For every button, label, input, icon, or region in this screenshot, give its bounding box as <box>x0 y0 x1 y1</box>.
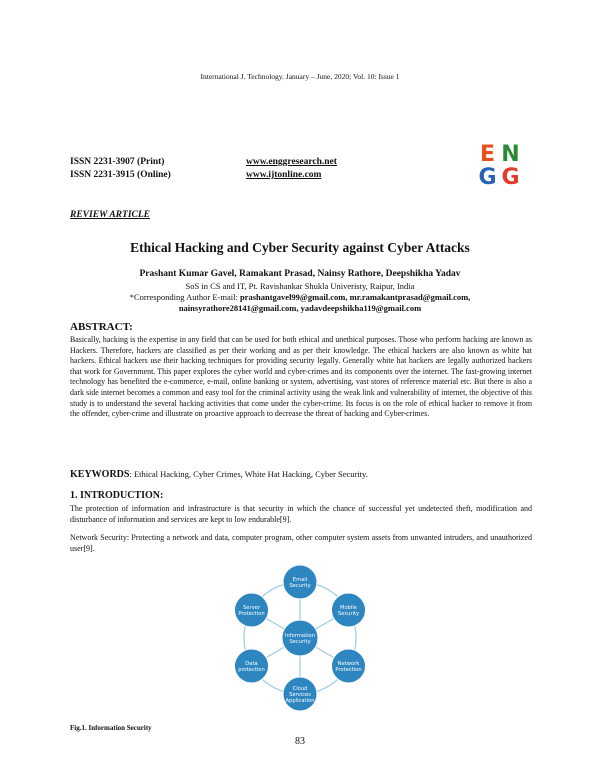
diagram-node <box>283 677 317 711</box>
page-number: 83 <box>295 736 305 747</box>
diagram-node-text-0: Mobile <box>339 604 358 611</box>
diagram-connector <box>266 619 284 630</box>
paper-title: Ethical Hacking and Cyber Security against Cyber Attacks <box>130 240 470 255</box>
diagram-node-text-1: protection <box>238 666 265 673</box>
diagram-node <box>331 649 365 683</box>
introduction-heading: 1. INTRODUCTION: <box>70 490 164 501</box>
corresponding-emails-continued: nainsyrathore28141@gmail.com, yadavdeepshikha119@gmail.com <box>178 303 422 313</box>
author-list: Prashant Kumar Gavel, Ramakant Prasad, Nainsy Rathore, Deepshikha Yadav <box>139 269 461 279</box>
network-security-paragraph: Network Security: Protecting a network and data, computer program, other computer system assets from unwanted intruders, and unauthorized user[9]. <box>70 533 532 553</box>
figure-caption: Fig.1. Information Security <box>70 724 152 732</box>
corresponding-author-line <box>0 292 600 302</box>
abstract-text: Basically, hacking is the expertise in any field that can be used for both ethical and unethical purposes. Those who perform hacking are known as Hackers. Therefore, hackers are classified as per their working and as per their knowledge. The ethical hackers are also known as white hat hackers. Ethical hackers use their hacking techniques for providing security legally. Generally white hat hackers are legally authorized hackers that work for Government. This paper explores the cyber world and cyber-crimes and its components over the internet. The fast-growing internet technology has benefited the e-commerce, e-mail, online banking or system, advertising, vast stores of reference material etc. But there is also a dark side internet becomes a common and easy tool for the criminal activity using the weak link and vulnerability of internet, the objective of this study is to understand the several hacking activities that come under the cyber-crime. Its focus is on the role of ethical hacker to remove it from the offender, cyber-crime and illustrate on proactive approach to decrease the threat of hacking and Cyber-crimes. <box>70 335 532 419</box>
article-type: REVIEW ARTICLE <box>70 210 150 220</box>
logo-letter-g: G <box>478 165 497 190</box>
diagram-connector <box>316 619 334 630</box>
diagram-connector <box>266 647 284 658</box>
information-security-diagram <box>200 558 400 718</box>
diagram-node-text-0: Cloud <box>292 685 308 692</box>
diagram-node-text-1: Security <box>337 610 360 617</box>
diagram-nodes <box>235 565 366 711</box>
keywords-label: KEYWORDS <box>70 469 130 480</box>
diagram-node-text-0: Email <box>292 576 308 583</box>
diagram-node <box>235 649 269 683</box>
diagram-node-text-0: Data <box>245 660 258 667</box>
diagram-node-text-1: Security <box>289 582 311 589</box>
issn-online: ISSN 2231-3915 (Online) <box>70 170 171 180</box>
affiliation: SoS in CS and IT, Pt. Ravishankar Shukla Univeristy, Raipur, India <box>185 281 415 291</box>
logo-letter-e: E <box>479 142 496 167</box>
diagram-node <box>235 593 269 627</box>
corresponding-prefix: *Corresponding Author E-mail: <box>129 292 240 302</box>
keywords-line <box>70 469 532 480</box>
journal-logo <box>476 143 522 189</box>
diagram-node-text-1: Protection <box>238 610 265 617</box>
journal-citation: International J. Technology. January – June, 2020; Vol. 10: Issue 1 <box>200 72 400 81</box>
logo-letter-n: N <box>501 142 520 167</box>
diagram-node-text-1: Services <box>289 691 311 698</box>
issn-print: ISSN 2231-3907 (Print) <box>70 157 165 167</box>
introduction-paragraph: The protection of information and infrastructure is that security in which the chance of successful yet undetected theft, modification and disturbance of information and services are kept to low endurable[9]. <box>70 504 532 524</box>
keywords-text: : Ethical Hacking, Cyber Crimes, White Hat Hacking, Cyber Security. <box>129 469 368 479</box>
diagram-node-text-0: Network <box>337 660 360 667</box>
diagram-center-text-0: Information <box>284 632 316 639</box>
diagram-connector <box>316 647 334 658</box>
diagram-node <box>283 565 317 599</box>
diagram-center-node <box>282 620 318 656</box>
diagram-node-text-1: Protection <box>335 666 362 673</box>
journal-url-ijtonline[interactable]: www.ijtonline.com <box>246 170 322 180</box>
diagram-node <box>331 593 365 627</box>
logo-letter-g-second: G <box>501 165 520 190</box>
abstract-heading: ABSTRACT: <box>70 321 133 333</box>
diagram-center-text-1: Security <box>289 638 311 645</box>
diagram-node-text-0: Server <box>242 604 261 611</box>
journal-url-enggresearch[interactable]: www.enggresearch.net <box>246 157 337 167</box>
diagram-node-text-2: Application <box>285 697 315 704</box>
corresponding-emails: prashantgavel99@gmail.com, mr.ramakantprasad@gmail.com, <box>239 292 471 302</box>
